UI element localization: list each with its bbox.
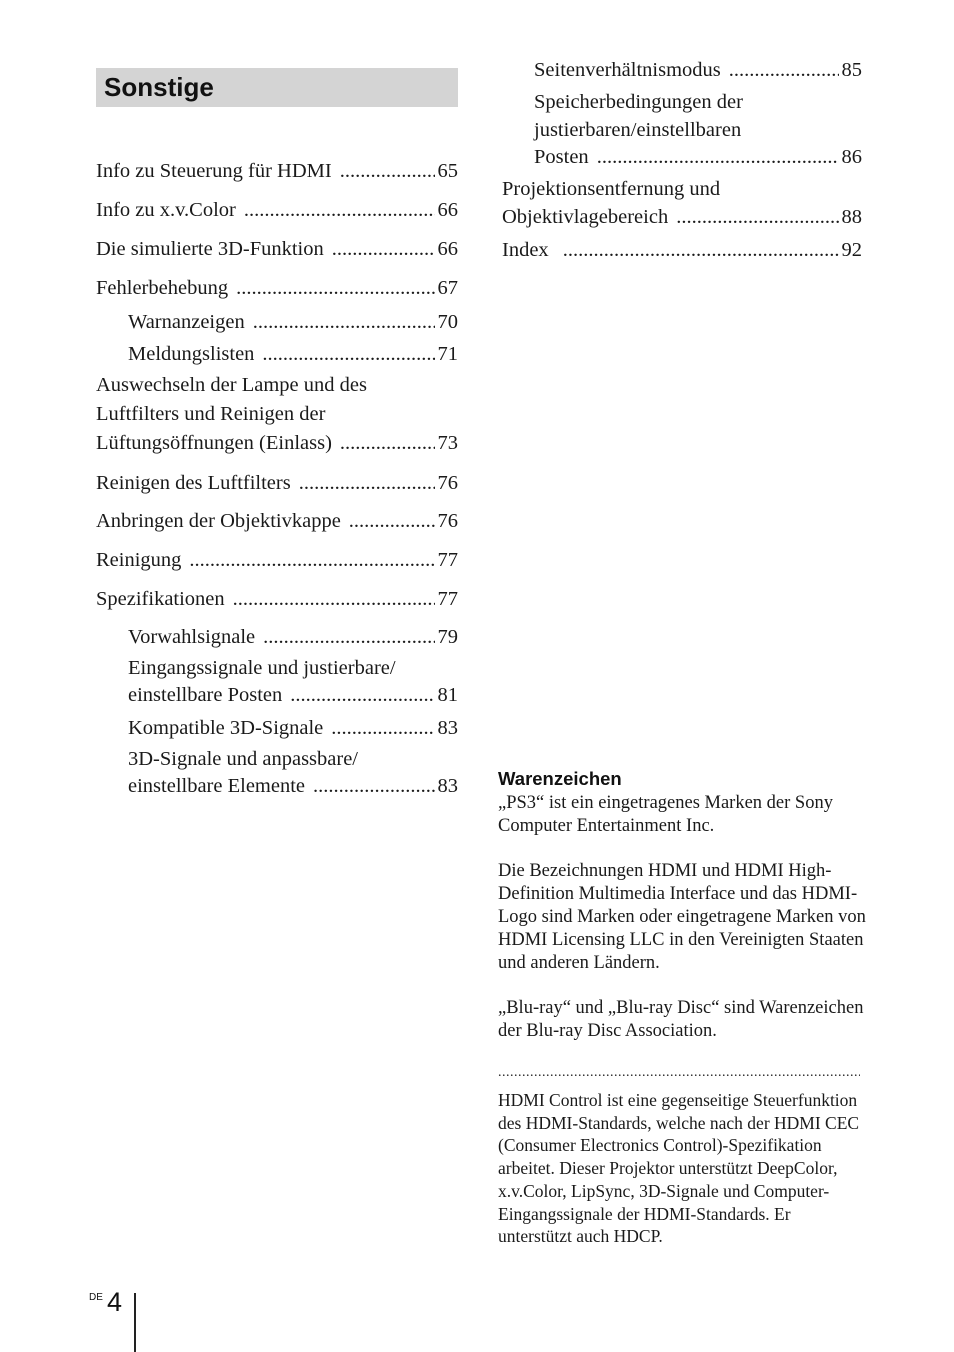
toc-entry-title: Anbringen der Objektivkappe	[96, 510, 341, 532]
toc-subentry[interactable]	[128, 623, 458, 652]
toc-entry-page: 65	[437, 160, 458, 182]
footer-language-code: DE	[89, 1292, 103, 1303]
leader-dots	[313, 773, 434, 800]
toc-entry-title: justierbaren/einstellbaren	[534, 118, 742, 141]
leader-dots	[340, 157, 435, 186]
toc-entry-page: 79	[437, 626, 458, 648]
leader-dots	[563, 236, 839, 264]
toc-subentry[interactable]	[534, 89, 862, 172]
toc-entry-title: einstellbare Elemente	[128, 775, 306, 797]
leader-dots	[233, 585, 435, 614]
toc-entry-title: 3D-Signale und anpassbare/	[128, 748, 358, 770]
toc-subentry[interactable]	[128, 746, 458, 800]
toc-subentry[interactable]	[128, 655, 458, 709]
toc-entry[interactable]	[502, 236, 862, 264]
toc-entry-page: 77	[437, 588, 458, 610]
toc-left-column	[96, 68, 458, 797]
toc-entry-page: 77	[437, 549, 458, 571]
toc-entry-title: Fehlerbehebung	[96, 277, 229, 299]
toc-entry[interactable]	[502, 175, 862, 231]
trademarks-heading: Warenzeichen	[498, 768, 622, 789]
toc-entry-page: 76	[437, 472, 458, 494]
toc-entry-title: Objektivlagebereich	[502, 206, 669, 228]
toc-entry-title: Speicherbedingungen der	[534, 91, 743, 113]
trademark-paragraph: „PS3“ ist ein eingetragenes Marken der Sony Computer Entertainment Inc.	[498, 793, 833, 836]
toc-entry-title: Warnanzeigen	[128, 311, 245, 333]
leader-dots	[290, 682, 434, 709]
toc-entry-title: Index	[502, 239, 549, 261]
leader-dots	[263, 623, 434, 652]
toc-entry-page: 92	[841, 239, 862, 261]
toc-entry-page: 83	[437, 717, 458, 739]
toc-entry-page: 70	[437, 311, 458, 333]
leader-dots	[597, 144, 839, 172]
toc-entry-title: Auswechseln der Lampe und des	[96, 374, 367, 396]
toc-entry-page: 67	[437, 277, 458, 299]
toc-entry-title: Lüftungsöffnungen (Einlass)	[96, 432, 332, 454]
toc-entry-title: Spezifikationen	[96, 588, 225, 610]
toc-entry-title: Posten	[534, 146, 589, 168]
toc-entry[interactable]	[96, 235, 458, 264]
toc-entry-title: Eingangssignale und justierbare/	[128, 657, 396, 679]
toc-entry-page: 86	[841, 146, 862, 168]
toc-entry-title: Info zu x.v.Color	[96, 199, 236, 221]
toc-entry-title: Seitenverhältnismodus	[534, 59, 721, 81]
toc-entry-page: 76	[437, 510, 458, 532]
toc-entry[interactable]	[96, 507, 458, 536]
toc-entry-title: Meldungslisten	[128, 343, 255, 365]
leader-dots	[244, 196, 435, 225]
toc-entry[interactable]	[96, 469, 458, 498]
leader-dots	[331, 714, 434, 743]
toc-entry[interactable]	[96, 585, 458, 614]
toc-entry-page: 71	[437, 343, 458, 365]
trademark-paragraph: Die Bezeichnungen HDMI und HDMI High-Definition Multimedia Interface und das HDMI-Logo sind Marken oder eingetragene Marken von HDMI Licensing LLC in den Vereinigten Staaten und anderen Ländern.	[498, 861, 866, 973]
toc-entry-title: Die simulierte 3D-Funktion	[96, 238, 324, 260]
note-separator	[498, 1066, 860, 1080]
toc-entry-title: Vorwahlsignale	[128, 626, 256, 648]
footer-page-number: 4	[107, 1287, 123, 1317]
hdmi-control-note: HDMI Control ist eine gegenseitige Steuerfunktion des HDMI-Standards, welche nach der HDMI CEC (Consumer Electronics Control)-Spezifikation arbeitet. Dieser Projektor unterstützt DeepColor, x.v.Color, LipSync, 3D-Signale und Computer-Eingangssignale der HDMI-Standards. Er unterstützt auch HDCP.	[498, 1090, 860, 1247]
toc-entry-page: 85	[841, 59, 862, 81]
toc-entry-page: 83	[437, 775, 458, 797]
toc-entry-title: Kompatible 3D-Signale	[128, 717, 324, 739]
toc-entry[interactable]	[96, 157, 458, 186]
leader-dots	[236, 274, 434, 303]
trademarks-section	[498, 766, 866, 1065]
leader-dots	[729, 56, 839, 84]
toc-entry[interactable]	[96, 274, 458, 303]
toc-entry-title: Reinigen des Luftfilters	[96, 472, 291, 494]
section-heading: Sonstige	[96, 68, 458, 107]
toc-subentry[interactable]	[128, 340, 458, 369]
leader-dots	[253, 308, 435, 337]
leader-dots	[189, 546, 434, 575]
leader-dots	[340, 429, 435, 458]
leader-dots	[349, 507, 435, 536]
leader-dots	[676, 203, 838, 231]
toc-subentry[interactable]	[128, 714, 458, 743]
toc-entry-page: 81	[437, 684, 458, 706]
toc-entry-page: 66	[437, 238, 458, 260]
toc-entry-page: 88	[841, 206, 862, 228]
toc-entry[interactable]	[96, 371, 458, 458]
toc-subentry[interactable]	[534, 56, 862, 84]
toc-entry-page: 73	[437, 432, 458, 454]
toc-entry-title: Luftfilters und Reinigen der	[96, 403, 326, 425]
toc-entry[interactable]	[96, 546, 458, 575]
toc-entry-title: Reinigung	[96, 549, 182, 571]
leader-dots	[299, 469, 435, 498]
toc-subentry[interactable]	[128, 308, 458, 337]
toc-entry-title: Projektionsentfernung und	[502, 178, 721, 200]
toc-entry-title: einstellbare Posten	[128, 684, 283, 706]
leader-dots	[332, 235, 435, 264]
footer-vertical-rule	[134, 1293, 136, 1352]
toc-entry-page: 66	[437, 199, 458, 221]
trademark-paragraph: „Blu-ray“ und „Blu-ray Disc“ sind Warenzeichen der Blu-ray Disc Association.	[498, 998, 864, 1041]
toc-entry-title: Info zu Steuerung für HDMI	[96, 160, 332, 182]
toc-entry[interactable]	[96, 196, 458, 225]
leader-dots	[262, 340, 434, 369]
